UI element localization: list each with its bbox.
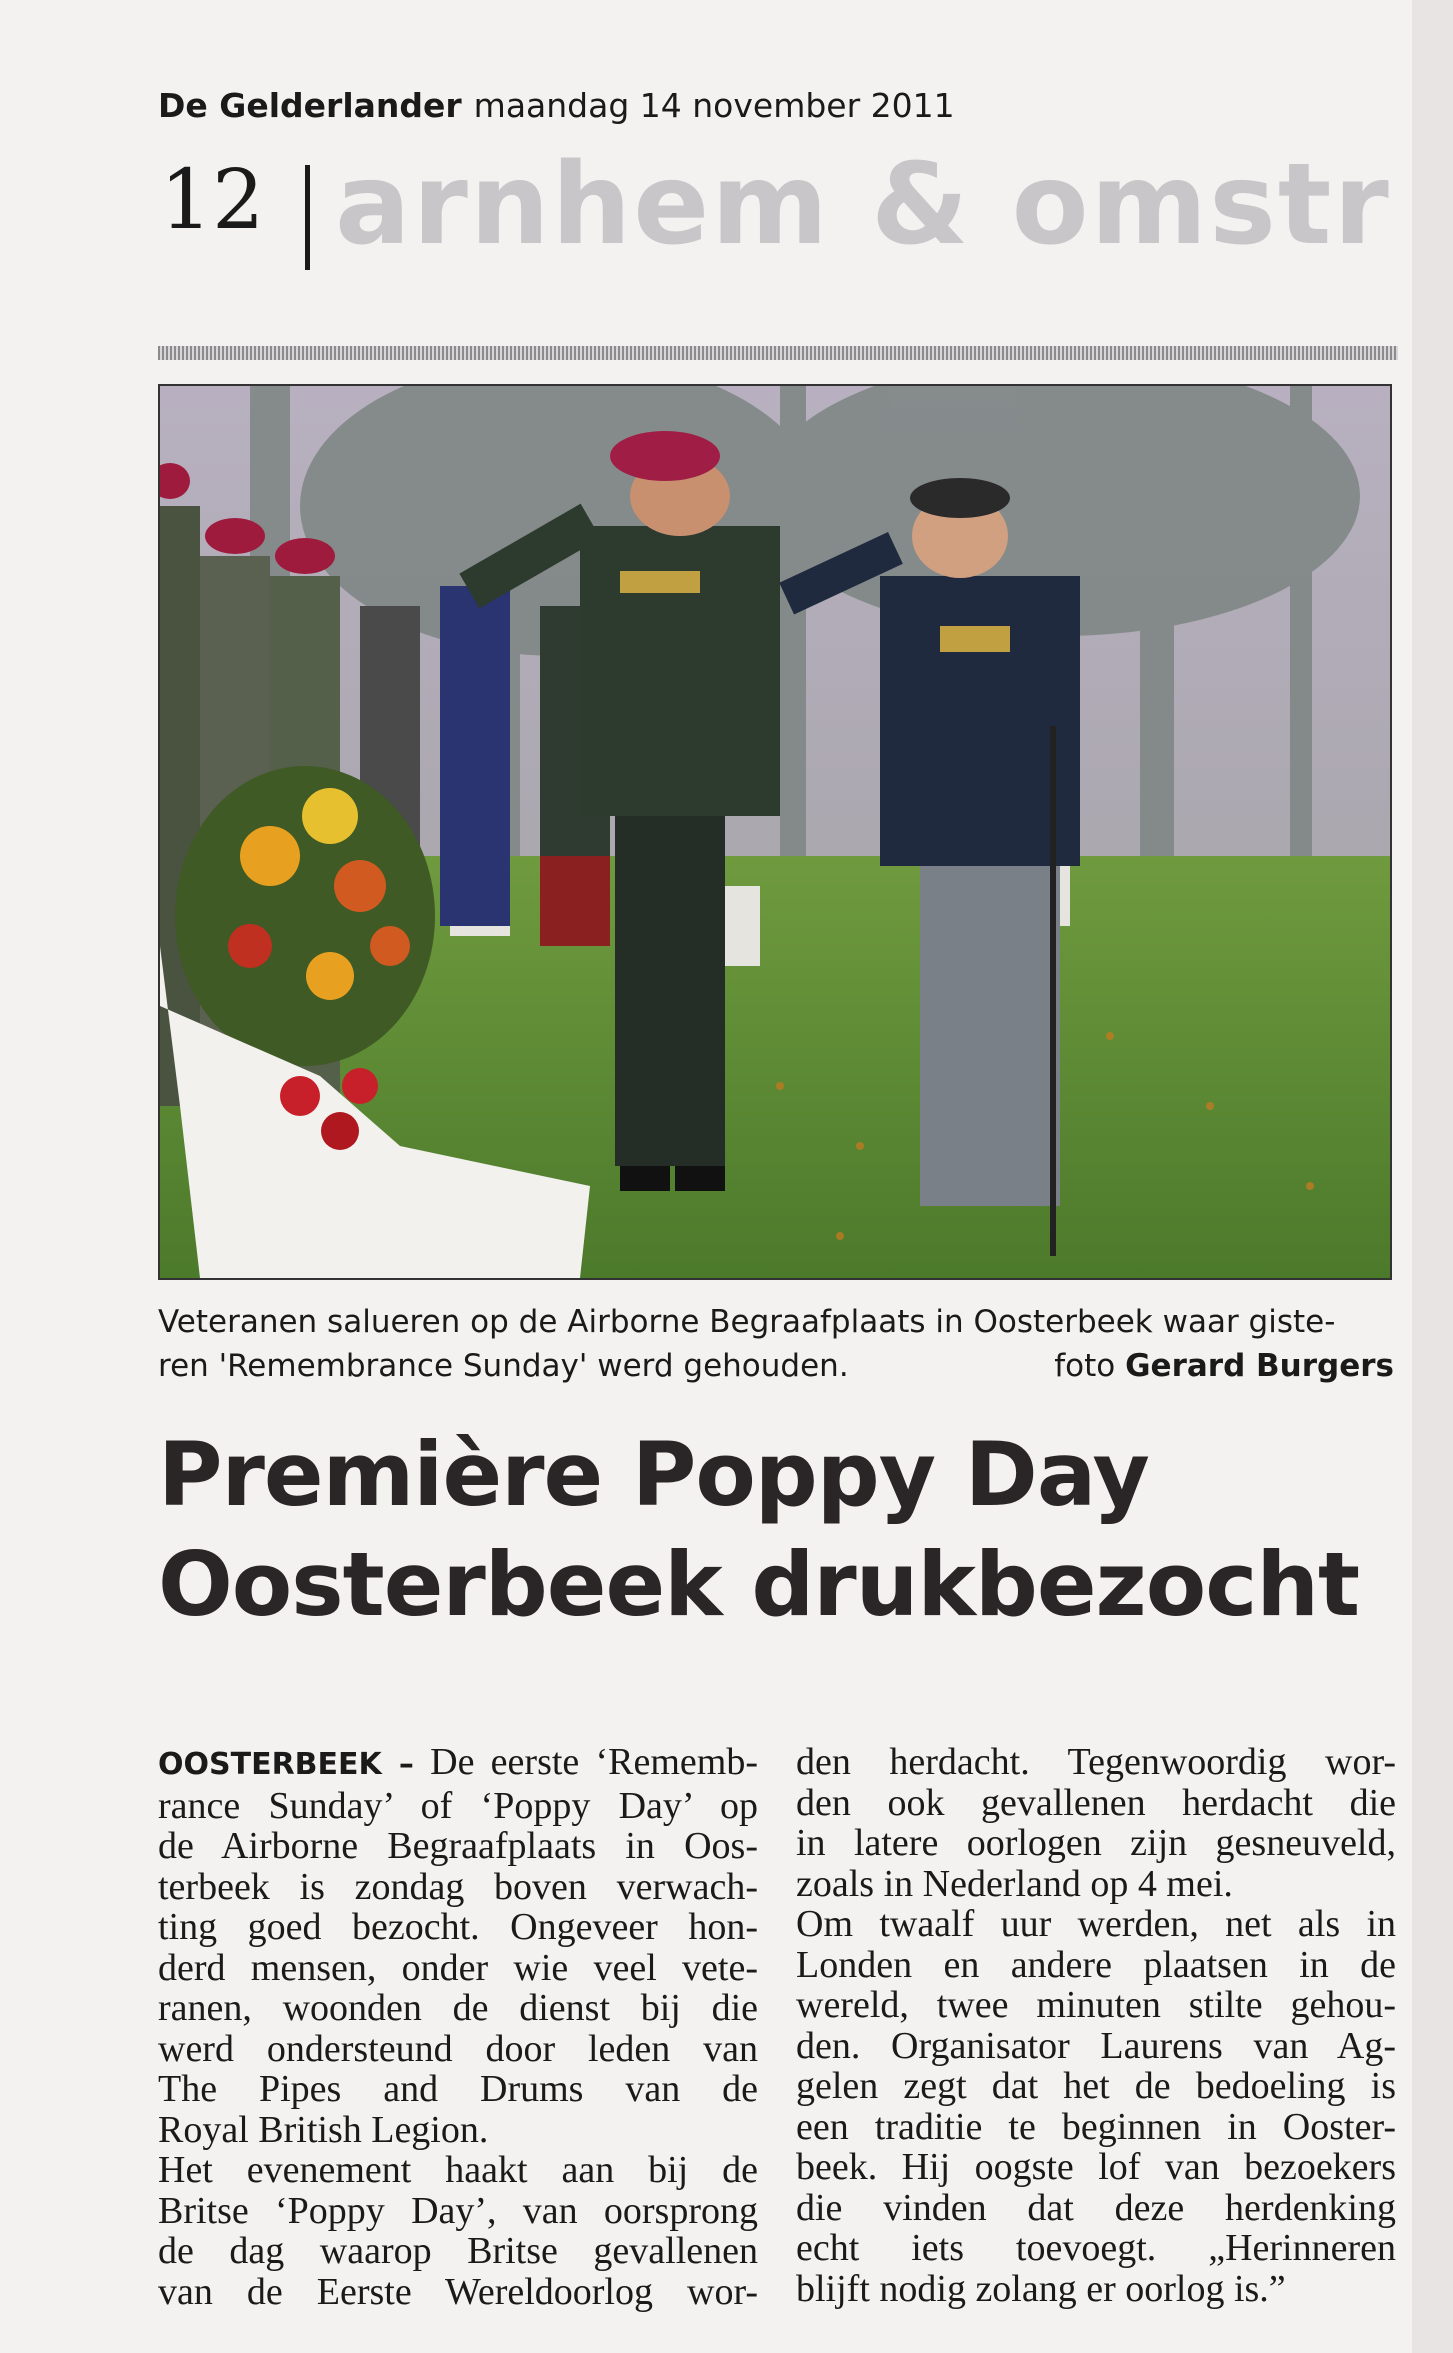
headline-line-1: Première Poppy Day [158, 1423, 1149, 1526]
news-photo [158, 384, 1392, 1280]
article-column-2 [796, 1742, 1396, 2309]
body-line: Om twaalf uur werden, net als in [796, 1903, 1396, 1945]
body-line: in latere oorlogen zijn gesneuveld, [796, 1822, 1396, 1864]
body-line: echt iets toevoegt. „Herinneren [796, 2227, 1396, 2269]
body-line: den herdacht. Tegenwoordig wor- [796, 1741, 1396, 1783]
body-line: The Pipes and Drums van de [158, 2068, 758, 2110]
body-line: de Airborne Begraafplaats in Oos- [158, 1825, 758, 1867]
body-line: zoals in Nederland op 4 mei. [796, 1862, 1233, 1905]
photographer-name: Gerard Burgers [1125, 1348, 1394, 1384]
newspaper-name: De Gelderlander [158, 86, 462, 125]
body-line: van de Eerste Wereldoorlog wor- [158, 2270, 758, 2313]
body-line: die vinden dat deze herdenking [796, 2186, 1396, 2229]
body-line: Het evenement haakt aan bij de [158, 2149, 758, 2191]
body-line: derd mensen, onder wie veel vete- [158, 1946, 758, 1989]
issue-date: maandag 14 november 2011 [473, 86, 955, 125]
section-divider [305, 165, 310, 270]
body-line: beek. Hij oogste lof van bezoekers [796, 2146, 1396, 2188]
body-line: den ook gevallenen herdacht die [796, 1781, 1396, 1824]
headline-line-2: Oosterbeek drukbezocht [158, 1533, 1360, 1636]
body-line: Royal British Legion. [158, 2108, 489, 2151]
body-line: ranen, woonden de dienst bij die [158, 1987, 758, 2029]
body-line: terbeek is zondag boven verwach- [158, 1865, 758, 1908]
body-line: rance Sunday’ of ‘Poppy Day’ op [158, 1784, 758, 1827]
body-line: wereld, twee minuten stilte gehou- [796, 1984, 1396, 2026]
credit-prefix: foto [1054, 1348, 1116, 1384]
body-line: OOSTERBEEK – De eerste ‘Rememb- [158, 1741, 758, 1783]
section-header [335, 140, 1413, 300]
body-line: ting goed bezocht. Ongeveer hon- [158, 1906, 758, 1948]
article-column-1 [158, 1742, 758, 2312]
photo-caption [158, 1300, 1394, 1388]
body-line: Londen en andere plaatsen in de [796, 1943, 1396, 1986]
photo-illustration [160, 386, 1390, 1278]
header-rule [158, 346, 1398, 360]
page-number: 12 [160, 153, 265, 248]
body-line: een traditie te beginnen in Ooster- [796, 2105, 1396, 2148]
body-line: werd ondersteund door leden van [158, 2027, 758, 2070]
photo-credit [1054, 1344, 1394, 1388]
caption-text: Veteranen salueren op de Airborne Begraafplaats in Oosterbeek waar giste- ren 'Remembrance Sunday' werd gehouden. [158, 1304, 1336, 1384]
section-title: arnhem & omstr [335, 140, 1391, 270]
body-line: gelen zegt dat het de bedoeling is [796, 2065, 1396, 2107]
dateline: OOSTERBEEK – [158, 1747, 414, 1782]
body-line: de dag waarop Britse gevallenen [158, 2230, 758, 2272]
page-edge [1412, 0, 1453, 2353]
body-line: Britse ‘Poppy Day’, van oorsprong [158, 2189, 758, 2232]
headline [158, 1420, 1408, 1640]
body-line: den. Organisator Laurens van Ag- [796, 2024, 1396, 2067]
masthead [158, 86, 955, 125]
body-line: blijft nodig zolang er oorlog is.” [796, 2267, 1286, 2310]
